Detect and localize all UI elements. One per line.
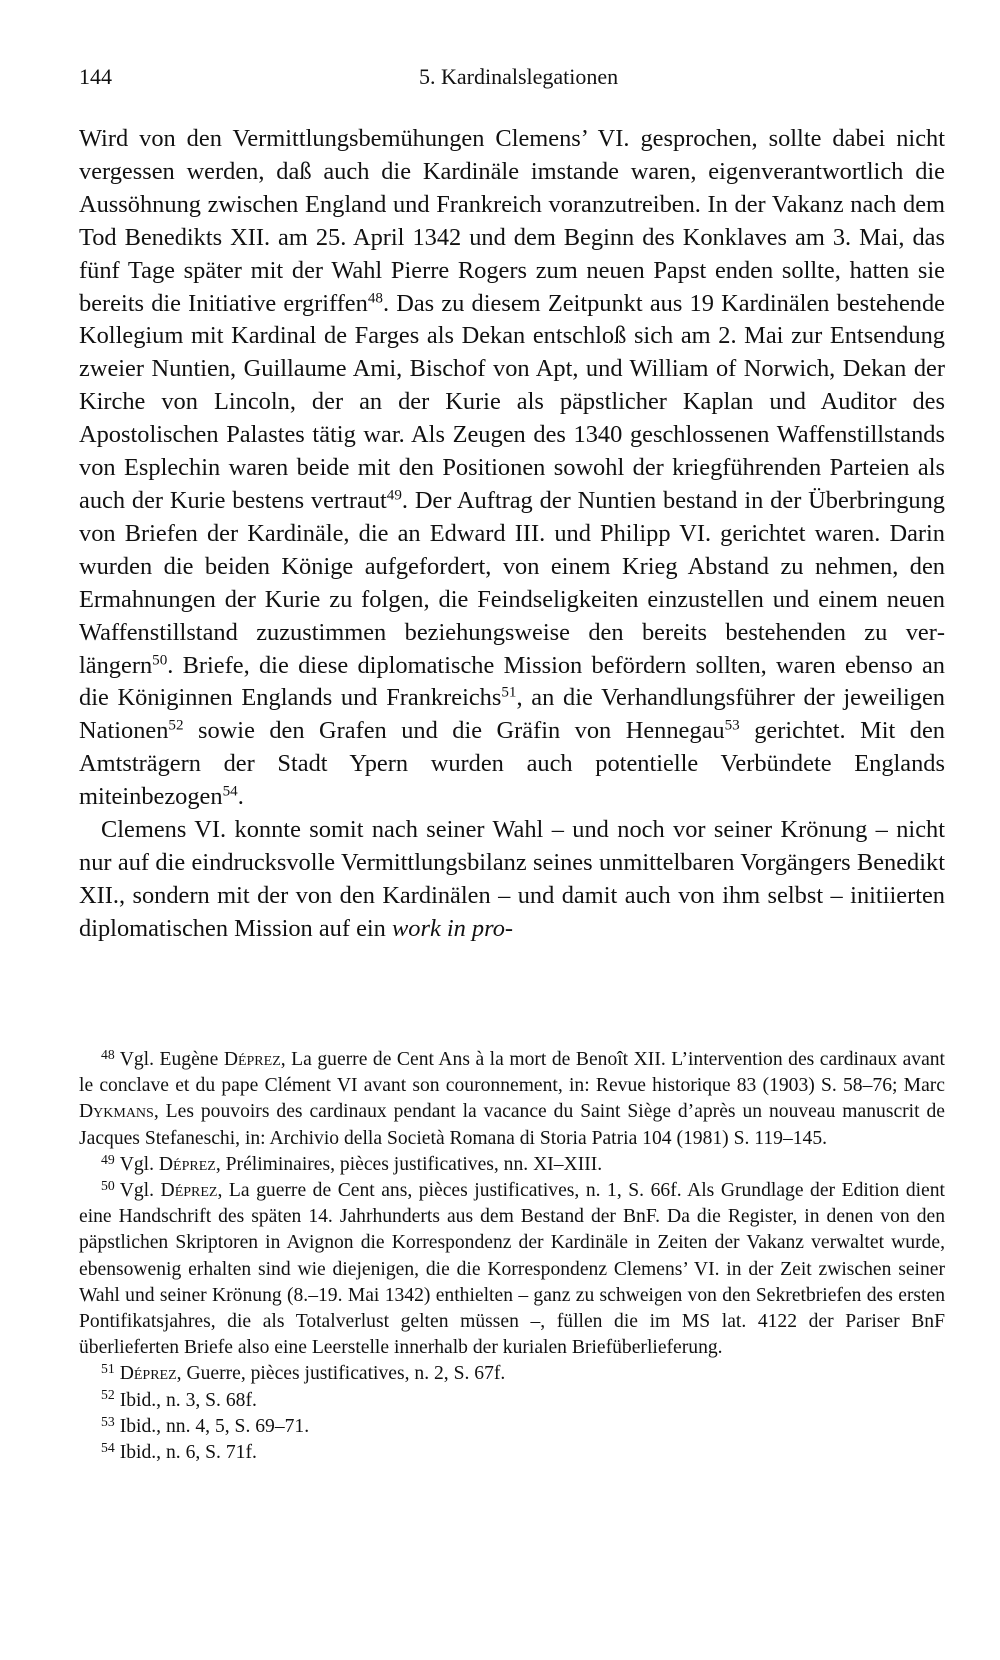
footnote-number: 48: [101, 1046, 115, 1062]
footnote-ref-48[interactable]: 48: [367, 290, 383, 307]
paragraph-2: Clemens VI. konnte somit nach seiner Wahl – und noch vor seiner Krönung – nicht nur auf die eindrucksvolle Vermittlungsbilanz seines unmittelbaren Vorgängers Benedikt XII., sondern mit der von den Kardinälen – und damit auch von ihm selbst – initiierten diplomatischen Mission auf ein work in pro-: [79, 816, 945, 942]
page-header: [79, 64, 949, 98]
footnote-50: $^{50}$ Vgl. Déprez, La guerre de Cent ans, pièces justificatives, n. 1, S. 66f. Als Grundlage der Edition dient eine Handschrift des späten 14. Jahrhunderts aus dem Bestand der BnF. Da die Register, in denen von den päpstlichen Skriptoren in Avignon die Korrespondenz der Kardinäle in Zeiten der Vakanz verwaltet wurde, ebensowenig erhalten sind wie diejenigen, die die Korrespondenz Clemens’ VI. in der Zeit zwischen seiner Wahl und seiner Krönung (8.–19. Mai 1342) enthielten – ganz zu schweigen von den Sekretbriefen des ersten Pontifikatsjahres, die als Totalverlust gelten müssen –, füllen die im MS lat. 4122 der Pariser BnF überlieferten Briefe also eine Leerstelle innerhalb der kurialen Briefüberlieferung.: [79, 1177, 945, 1359]
footnote-number: 54: [101, 1439, 115, 1455]
footnote-ref-54[interactable]: 54: [222, 783, 238, 800]
author-name: Déprez: [119, 1363, 177, 1385]
running-head: 5. Kardinalslegationen: [419, 64, 619, 89]
footnote-ref-52[interactable]: 52: [168, 718, 184, 734]
footnote-53: $^{53}$ Ibid., nn. 4, 5, S. 69–71.: [101, 1413, 310, 1437]
main-text: [79, 123, 945, 946]
footnote-number: 52: [101, 1387, 115, 1403]
footnote-52: $^{52}$ Ibid., n. 3, S. 68f.: [101, 1387, 257, 1411]
footnote-number: 51: [101, 1361, 115, 1377]
author-name: Dykmans: [79, 1101, 154, 1123]
footnote-ref-51[interactable]: 51: [501, 685, 517, 702]
footnote-ref-49[interactable]: 49: [386, 487, 402, 504]
footnotes: [79, 1047, 945, 1466]
footnote-54: $^{54}$ Ibid., n. 6, S. 71f.: [101, 1439, 257, 1464]
author-name: Déprez: [223, 1049, 281, 1070]
footnote-ref-53[interactable]: 53: [724, 718, 740, 734]
author-name: Déprez: [158, 1153, 216, 1175]
footnote-49: $^{49}$ Vgl. Déprez, Préliminaires, pièces justificatives, nn. XI–XIII.: [101, 1151, 603, 1175]
footnote-51: $^{51}$ Déprez, Guerre, pièces justificatives, n. 2, S. 67f.: [101, 1361, 506, 1385]
footnote-number: 50: [101, 1177, 115, 1193]
footnote-48: $^{48}$ Vgl. Eugène Déprez, La guerre de Cent Ans à la mort de Benoît XII. L’intervention des cardinaux avant le conclave et du pape Clément VI avant son couronnement, in: Revue historique 83 (1903) S. 58–76; Marc Dykmans, Les pouvoirs des cardinaux pendant la vacance du Saint Siège d’après un nouveau manuscrit de Jacques Stefaneschi, in: Archivio della Società Romana di Storia Patria 104 (1981) S. 119–145.: [79, 1046, 945, 1149]
author-name: Déprez: [160, 1180, 218, 1202]
italic-phrase: work in pro-: [391, 914, 514, 942]
footnote-number: 49: [101, 1151, 115, 1167]
page-number: 144: [79, 64, 112, 89]
footnote-ref-50[interactable]: 50: [152, 652, 168, 669]
paragraph-1: Wird von den Vermittlungsbemühungen Clemens’ VI. gesprochen, sollte dabei nicht vergessen werden, daß auch die Kardinäle imstande waren, eigenverantwortlich die Aussöhnung zwischen England und Frankreich voranzutreiben. In der Vakanz nach dem Tod Benedikts XII. am 25. April 1342 und dem Beginn des Konklaves am 3. Mai, das fünf Tage später mit der Wahl Pierre Rogers zum neuen Papst enden sollte, hatten sie bereits die Initiative ergriffen$^{48}$. Das zu diesem Zeitpunkt aus 19 Kardinälen bestehende Kollegium mit Kardinal de Farges als Dekan entschloß sich am 2. Mai zur Entsendung zweier Nuntien, Guillaume Ami, Bischof von Apt, und William of Norwich, Dekan der Kirche von Lincoln, der an der Kurie als päpstlicher Kaplan und Auditor des Apostolischen Palastes tätig war. Als Zeugen des 1340 geschlossenen Waffenstillstands von Esplechin waren beide mit den Positionen sowohl der kriegführenden Parteien als auch der Kurie bestens vertraut$^{49}$. Der Auftrag der Nuntien bestand in der Überbringung von Briefen der Kardinäle, die an Edward III. und Philipp VI. gerichtet waren. Darin wurden die beiden Könige aufgefordert, von einem Krieg Abstand zu nehmen, den Ermahnungen der Kurie zu folgen, die Feindseligkeiten einzustellen und einem neuen Waffenstillstand zuzustimmen beziehungsweise den bereits bestehenden zu verlängern$^{50}$. Briefe, die diese diplomatische Mission befördern sollten, waren ebenso an die Königinnen Englands und Frankreichs$^{51}$, an die Verhandlungsführer der jeweiligen Nationen$^{52}$ sowie den Grafen und die Gräfin von Hennegau$^{53}$ gerichtet. Mit den Amtsträgern der Stadt Ypern wurden auch potentielle Verbündete Englands miteinbezogen$^{54}$.: [79, 125, 946, 811]
footnote-number: 53: [101, 1413, 115, 1429]
